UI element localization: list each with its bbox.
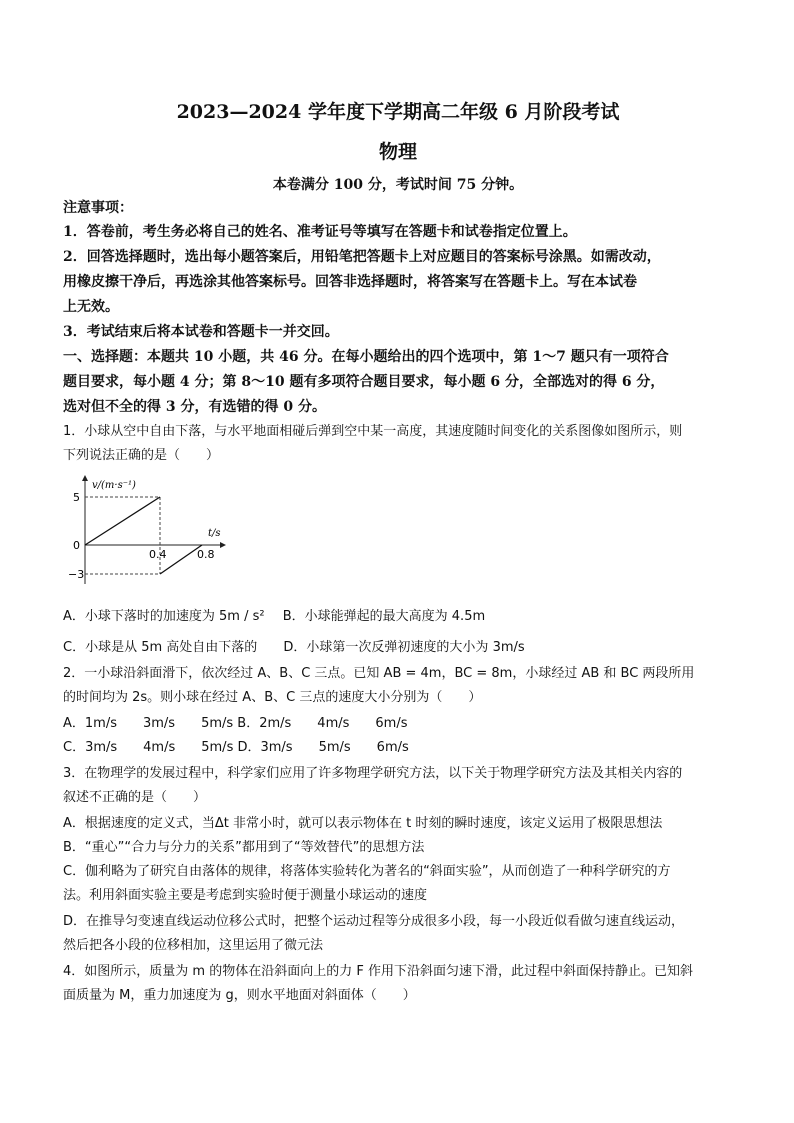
q1-options-row-2 <box>63 636 733 660</box>
q3-stem-line-2: 叙述不正确的是（ ） <box>63 790 207 805</box>
exam-info: 本卷满分 100 分，考试时间 75 分钟。 <box>272 177 524 193</box>
vt-graph <box>65 472 230 590</box>
x-axis-label: t/s <box>208 528 221 539</box>
q1-option-c[interactable]: C．小球是从 5m 高处自由下落的 <box>63 640 258 655</box>
q1-option-a[interactable]: A．小球下落时的加速度为 5m / s² <box>63 609 265 624</box>
notice-item-2-line-3: 上无效。 <box>63 299 119 315</box>
tick-y-0: 0 <box>73 539 80 552</box>
q3-option-d-line-2[interactable]: 然后把各小段的位移相加，这里运用了微元法 <box>63 938 324 953</box>
y-axis-label: v/(m·s⁻¹) <box>92 480 136 491</box>
section-1-line-3: 选对但不全的得 3 分，有选错的得 0 分。 <box>63 399 326 415</box>
q2-options-row-1 <box>63 712 733 736</box>
q2-stem-line-1: 2．一小球沿斜面滑下，依次经过 A、B、C 三点。已知 AB = 4m，BC = 8m，小球经过 AB 和 BC 两段所用 <box>63 666 695 681</box>
q1-stem-line-1: 1．小球从空中自由下落，与水平地面相碰后弹到空中某一高度，其速度随时间变化的关系图像如图所示，则 <box>63 424 683 439</box>
q3-option-a[interactable]: A．根据速度的定义式，当Δt 非常小时，就可以表示物体在 t 时刻的瞬时速度，该定义运用了极限思想法 <box>63 816 663 831</box>
section-1-line-2: 题目要求，每小题 4 分；第 8～10 题有多项符合题目要求，每小题 6 分，全部选对的得 6 分， <box>63 374 665 390</box>
q1-option-d[interactable]: D．小球第一次反弹初速度的大小为 3m/s <box>283 640 525 655</box>
q2-options-row-2 <box>63 736 733 760</box>
q1-stem-line-2: 下列说法正确的是（ ） <box>63 448 220 463</box>
q3-stem-line-1: 3．在物理学的发展过程中，科学家们应用了许多物理学研究方法，以下关于物理学研究方法及其相关内容的 <box>63 766 683 781</box>
q2-option-b[interactable]: B．2m/s 4m/s 6m/s <box>237 716 408 731</box>
q1-option-b[interactable]: B．小球能弹起的最大高度为 4.5m <box>282 609 486 624</box>
tick-x-0-8: 0.8 <box>197 548 215 561</box>
notice-item-2-line-2: 用橡皮擦干净后，再选涂其他答案标号。回答非选择题时，将答案写在答题卡上。写在本试卷 <box>63 274 637 290</box>
notice-item-1: 1．答卷前，考生务必将自己的姓名、准考证号等填写在答题卡和试卷指定位置上。 <box>63 224 577 240</box>
tick-y-5: 5 <box>73 491 80 504</box>
tick-x-0-4: 0.4 <box>149 548 167 561</box>
q3-option-d-line-1[interactable]: D．在推导匀变速直线运动位移公式时，把整个运动过程等分成很多小段，每一小段近似看做匀速直线运动， <box>63 914 685 929</box>
q2-stem-line-2: 的时间均为 2s。则小球在经过 A、B、C 三点的速度大小分别为（ ） <box>63 690 482 705</box>
fall-segment <box>85 497 160 545</box>
tick-y-minus-3: −3 <box>68 568 85 581</box>
notice-item-2-line-1: 2．回答选择题时，选出每小题答案后，用铅笔把答题卡上对应题目的答案标号涂黑。如需改动， <box>63 249 661 265</box>
q4-stem-line-1: 4．如图所示，质量为 m 的物体在沿斜面向上的力 F 作用下沿斜面匀速下滑，此过程中斜面保持静止。已知斜 <box>63 964 693 979</box>
q4-stem-line-2: 面质量为 M，重力加速度为 g，则水平地面对斜面体（ ） <box>63 988 416 1003</box>
q3-option-c-line-2[interactable]: 法。利用斜面实验主要是考虑到实验时便于测量小球运动的速度 <box>63 888 428 903</box>
q3-option-c-line-1[interactable]: C．伽利略为了研究自由落体的规律，将落体实验转化为著名的“斜面实验”，从而创造了一种科学研究的方 <box>63 864 671 879</box>
notice-heading: 注意事项： <box>63 200 133 216</box>
exam-title: 2023—2024 学年度下学期高二年级 6 月阶段考试 <box>176 101 620 123</box>
q2-option-c[interactable]: C．3m/s 4m/s 5m/s <box>63 740 234 755</box>
q3-option-b[interactable]: B．“重心”“合力与分力的关系”都用到了“等效替代”的思想方法 <box>63 840 425 855</box>
subject-title: 物理 <box>378 141 417 163</box>
q1-options-row-1 <box>63 605 733 629</box>
q2-option-d[interactable]: D．3m/s 5m/s 6m/s <box>237 740 409 755</box>
q2-option-a[interactable]: A．1m/s 3m/s 5m/s <box>63 716 234 731</box>
section-1-line-1: 一、选择题：本题共 10 小题，共 46 分。在每小题给出的四个选项中，第 1～7 题只有一项符合 <box>63 349 669 365</box>
notice-item-3: 3．考试结束后将本试卷和答题卡一并交回。 <box>63 324 339 340</box>
